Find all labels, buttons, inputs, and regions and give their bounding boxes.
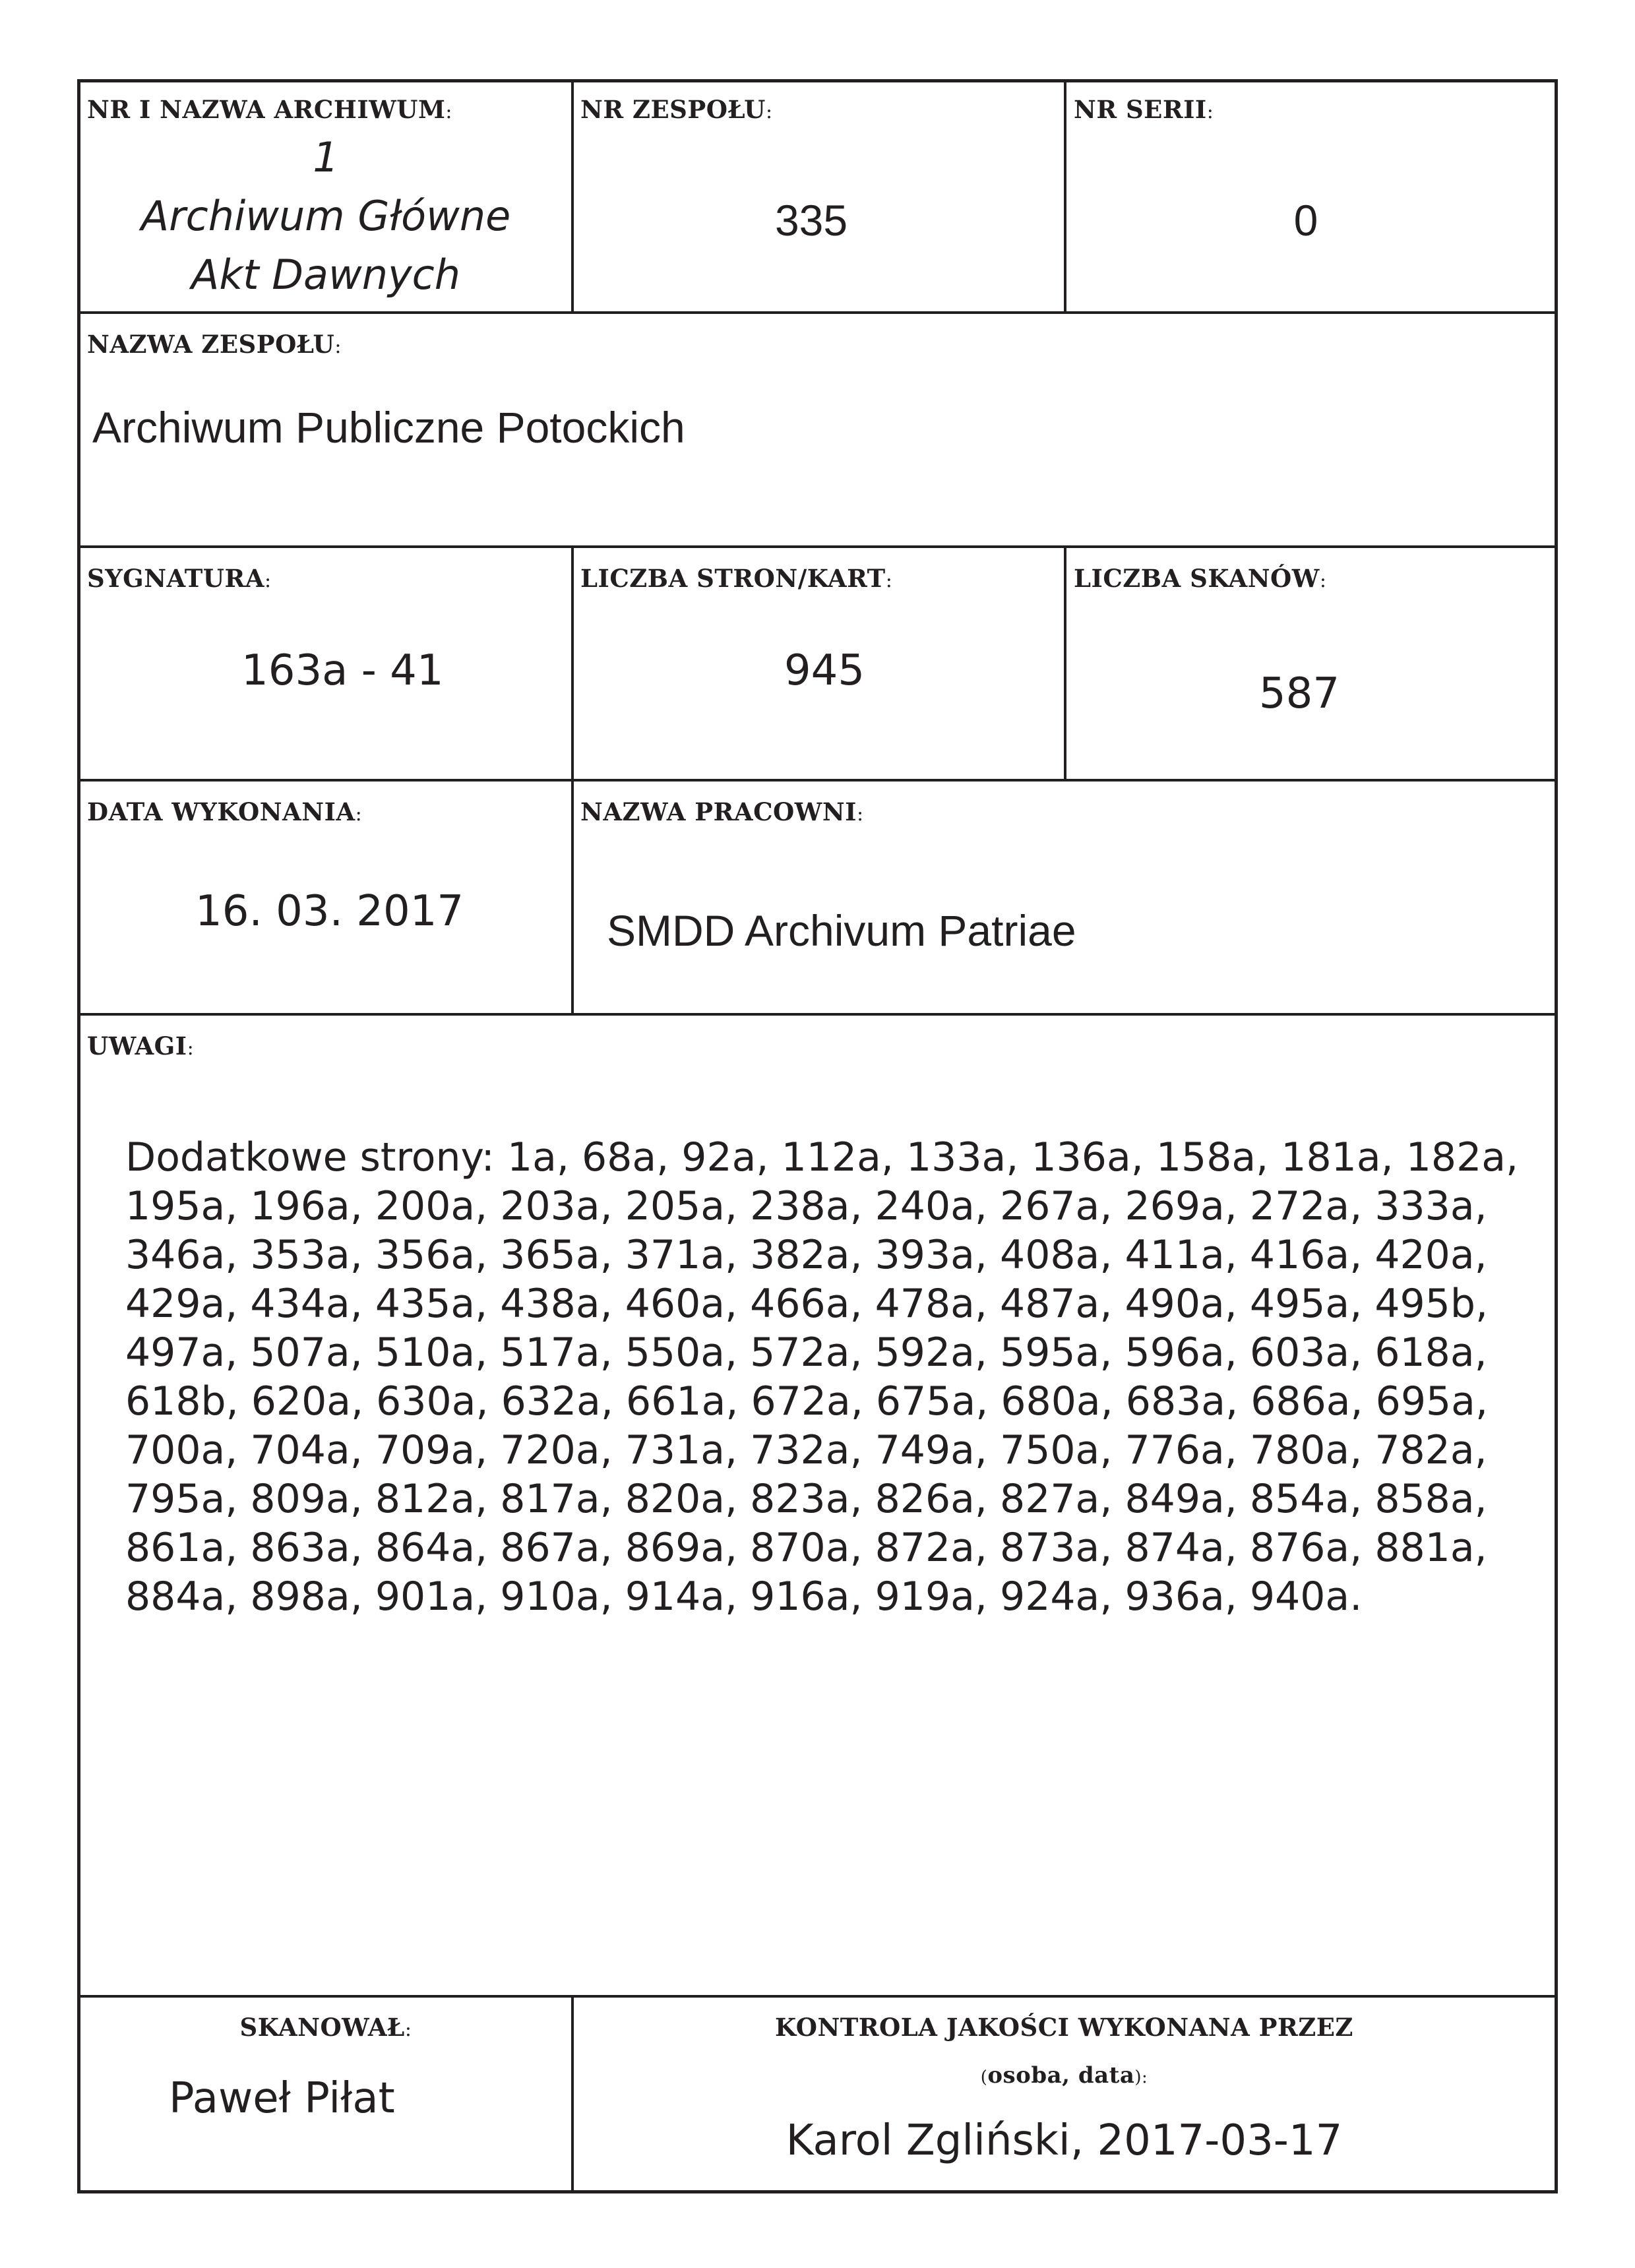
sublabel-date: data: [1078, 2062, 1135, 2089]
frame-bottom-border: [77, 2190, 1558, 2193]
series-number-label: [1074, 95, 1214, 124]
workshop-label-text: NAZWA PRACOWNI: [580, 797, 857, 826]
scan-count-label-text: LICZBA SKANÓW: [1074, 564, 1320, 593]
scan-count-label: [1074, 564, 1327, 593]
scan-count-value: 587: [1258, 669, 1340, 718]
frame-top-border: [77, 79, 1558, 82]
sublabel-close-paren: ):: [1134, 2068, 1148, 2087]
sublabel-open-paren: (: [980, 2068, 988, 2087]
frame-left-border: [77, 79, 80, 2193]
fonds-name-label: [87, 332, 342, 357]
fonds-number-label-colon: :: [765, 100, 773, 123]
page-count-label: [580, 564, 893, 593]
page-count-value: 945: [784, 646, 865, 695]
notes-text: Dodatkowe strony: 1a, 68a, 92a, 112a, 133a, 136a, 158a, 181a, 182a, 195a, 196a, 200a, 203a, 205a, 238a, 240a, 267a, 269a, 272a, 333a, 346a, 353a, 356a, 365a, 371a, 382a, 393a, 408a, 411a, 416a, 420a, 429a, 434a, 435a, 438a, 460a, 466a, 478a, 487a, 490a, 495a, 495b, 497a, 507a, 510a, 517a, 550a, 572a, 592a, 595a, 596a, 603a, 618a, 618b, 620a, 630a, 632a, 661a, 672a, 675a, 680a, 683a, 686a, 695a, 700a, 704a, 709a, 720a, 731a, 732a, 749a, 750a, 776a, 780a, 782a, 795a, 809a, 812a, 817a, 820a, 823a, 826a, 827a, 849a, 854a, 858a, 861a, 863a, 864a, 867a, 869a, 870a, 872a, 873a, 874a, 876a, 881a, 884a, 898a, 901a, 910a, 914a, 916a, 919a, 924a, 936a, 940a.: [125, 1134, 1519, 1620]
fonds-name-value: Archiwum Publiczne Potockich: [92, 403, 685, 452]
workshop-label-colon: :: [856, 803, 864, 826]
scanned-by-label: [80, 2015, 571, 2040]
sublabel-person: osoba: [987, 2062, 1063, 2089]
archive-name-line2: Akt Dawnych: [191, 251, 461, 299]
quality-control-label: KONTROLA JAKOŚCI WYKONANA PRZEZ: [775, 2013, 1353, 2042]
fonds-name-label-colon: :: [334, 335, 342, 358]
quality-control-value: Karol Zgliński, 2017-03-17: [786, 2116, 1343, 2165]
row-divider-4: [77, 1013, 1558, 1016]
sublabel-separator: ,: [1062, 2062, 1078, 2089]
archive-number: 1: [313, 133, 339, 181]
archive-label-text: NR I NAZWA ARCHIWUM: [87, 95, 446, 124]
col-divider-1a: [571, 79, 574, 314]
execution-date-value: 16. 03. 2017: [195, 887, 464, 936]
row-divider-5: [77, 1995, 1558, 1998]
signature-value: 163a - 41: [241, 646, 444, 695]
col-divider-1b: [571, 545, 574, 782]
signature-label: [87, 564, 272, 593]
archive-name-line1: Archiwum Główne: [140, 192, 511, 240]
quality-control-sublabel: [574, 2064, 1555, 2087]
archive-label-colon: :: [445, 100, 453, 123]
fonds-number-label: [580, 95, 773, 124]
fonds-name-label-text: NAZWA ZESPOŁU: [87, 330, 335, 359]
signature-label-text: SYGNATURA: [87, 564, 264, 593]
fonds-number-label-text: NR ZESPOŁU: [580, 95, 766, 124]
scanned-by-value: Paweł Piłat: [169, 2074, 395, 2123]
page-count-label-text: LICZBA STRON/KART: [580, 564, 886, 593]
signature-label-colon: :: [264, 569, 272, 592]
workshop-value: SMDD Archivum Patriae: [607, 906, 1076, 955]
execution-date-label: [87, 797, 363, 826]
row-divider-1: [77, 311, 1558, 314]
notes-label-text: UWAGI: [87, 1031, 187, 1060]
scanned-by-label-colon: :: [404, 2018, 412, 2041]
series-number-label-text: NR SERII: [1074, 95, 1207, 124]
fonds-number-value: 335: [774, 196, 848, 245]
row-divider-2: [77, 545, 1558, 548]
execution-date-label-colon: :: [355, 803, 363, 826]
scan-count-label-colon: :: [1319, 569, 1327, 592]
notes-label-colon: :: [187, 1037, 195, 1060]
col-divider-1c: [571, 779, 574, 1016]
scanned-by-label-text: SKANOWAŁ: [239, 2013, 405, 2042]
archive-label: [87, 95, 453, 124]
series-number-label-colon: :: [1206, 100, 1214, 123]
col-divider-2b: [1064, 545, 1066, 782]
workshop-label: [580, 797, 864, 826]
series-number-value: 0: [1293, 196, 1318, 245]
row-divider-3: [77, 779, 1558, 782]
page-count-label-colon: :: [885, 569, 893, 592]
execution-date-label-text: DATA WYKONANIA: [87, 797, 355, 826]
notes-label: [87, 1031, 195, 1060]
col-divider-2a: [1064, 79, 1066, 314]
